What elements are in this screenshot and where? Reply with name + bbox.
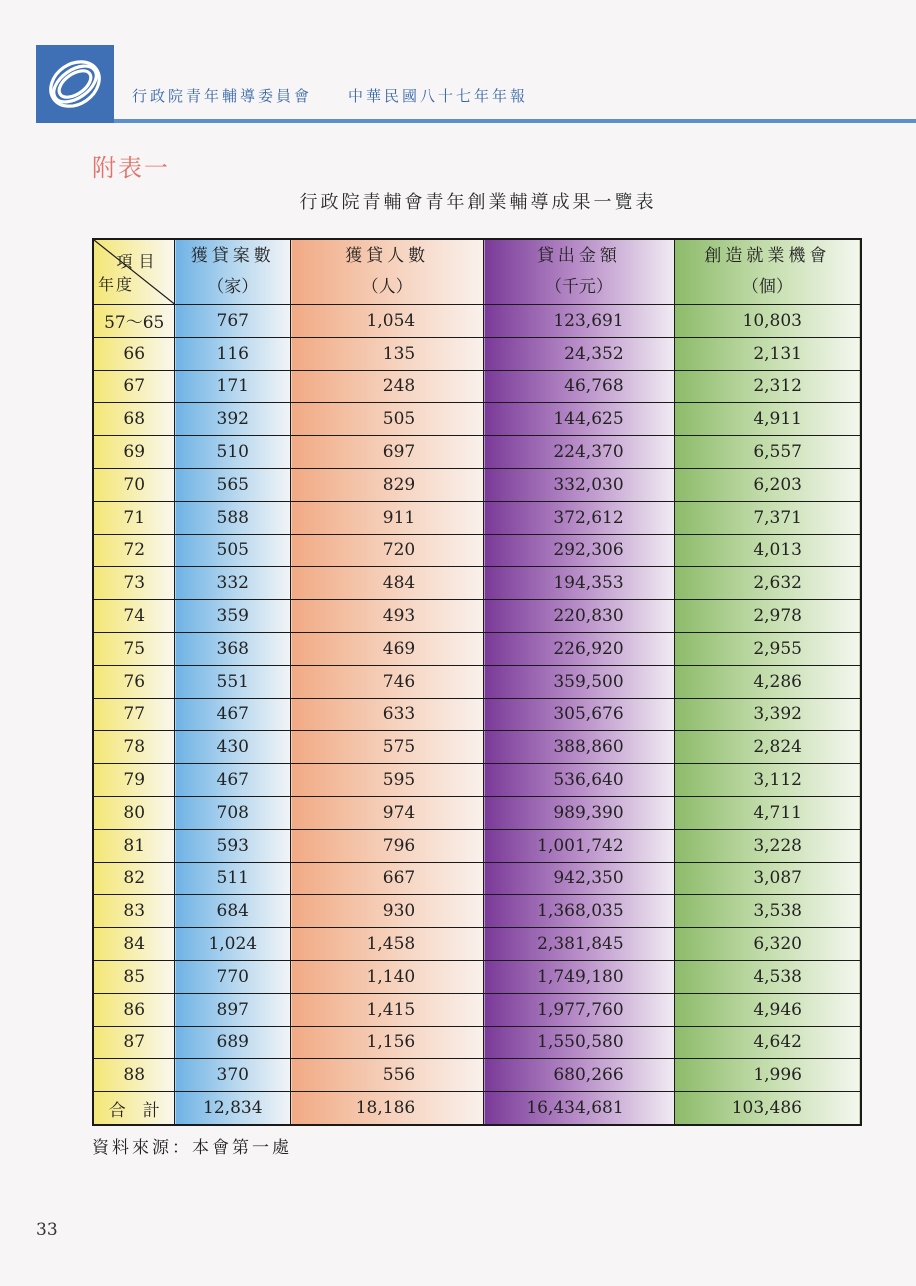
jobs-cell: 2,632 <box>674 567 861 600</box>
table-row <box>93 698 861 731</box>
column-unit: （個） <box>741 277 793 297</box>
cases-cell: 370 <box>175 1059 291 1092</box>
results-table <box>92 238 862 1126</box>
jobs-cell: 4,642 <box>674 1026 861 1059</box>
people-cell: 829 <box>291 468 484 501</box>
amount-cell: 292,306 <box>484 534 674 567</box>
cases-cell: 588 <box>175 501 291 534</box>
page-number: 33 <box>36 1220 58 1240</box>
column-label: 創造就業機會 <box>704 246 831 266</box>
page-header <box>36 45 916 123</box>
column-header-jobs <box>674 239 861 305</box>
year-cell: 72 <box>93 534 175 567</box>
table-row <box>93 468 861 501</box>
table-row <box>93 501 861 534</box>
people-cell: 1,415 <box>291 993 484 1026</box>
table-row <box>93 993 861 1026</box>
jobs-cell: 7,371 <box>674 501 861 534</box>
column-header-cases <box>175 239 291 305</box>
table-row <box>93 764 861 797</box>
table-row <box>93 403 861 436</box>
people-cell: 633 <box>291 698 484 731</box>
column-label: 獲貸人數 <box>345 246 430 266</box>
jobs-cell: 2,978 <box>674 600 861 633</box>
cases-cell: 510 <box>175 436 291 469</box>
cases-cell: 171 <box>175 370 291 403</box>
cases-cell: 332 <box>175 567 291 600</box>
org-title: 行政院青年輔導委員會 <box>132 87 313 105</box>
jobs-cell: 1,996 <box>674 1059 861 1092</box>
table-row <box>93 534 861 567</box>
column-label: 貸出金額 <box>536 246 621 266</box>
table-row <box>93 796 861 829</box>
table-row <box>93 436 861 469</box>
corner-item-label: 項目 <box>116 252 161 271</box>
year-cell: 87 <box>93 1026 175 1059</box>
column-header-amount <box>484 239 674 305</box>
people-cell: 720 <box>291 534 484 567</box>
jobs-cell: 3,392 <box>674 698 861 731</box>
cases-cell: 511 <box>175 862 291 895</box>
amount-cell: 1,550,580 <box>484 1026 674 1059</box>
jobs-cell: 10,803 <box>674 305 861 338</box>
amount-cell: 224,370 <box>484 436 674 469</box>
people-cell: 974 <box>291 796 484 829</box>
year-cell: 66 <box>93 337 175 370</box>
people-cell: 911 <box>291 501 484 534</box>
jobs-cell: 6,557 <box>674 436 861 469</box>
cases-cell: 12,834 <box>175 1092 291 1125</box>
table-row <box>93 1059 861 1092</box>
cases-cell: 767 <box>175 305 291 338</box>
jobs-cell: 2,955 <box>674 632 861 665</box>
people-cell: 505 <box>291 403 484 436</box>
table-row <box>93 337 861 370</box>
jobs-cell: 4,286 <box>674 665 861 698</box>
year-cell: 79 <box>93 764 175 797</box>
year-cell: 83 <box>93 895 175 928</box>
year-cell: 86 <box>93 993 175 1026</box>
corner-header-cell <box>93 239 175 305</box>
report-title: 中華民國八十七年年報 <box>348 87 529 105</box>
jobs-cell: 4,946 <box>674 993 861 1026</box>
table-row <box>93 305 861 338</box>
cases-cell: 684 <box>175 895 291 928</box>
amount-cell: 226,920 <box>484 632 674 665</box>
amount-cell: 123,691 <box>484 305 674 338</box>
year-cell: 78 <box>93 731 175 764</box>
amount-cell: 372,612 <box>484 501 674 534</box>
amount-cell: 1,001,742 <box>484 829 674 862</box>
jobs-cell: 4,911 <box>674 403 861 436</box>
column-header-people <box>291 239 484 305</box>
table-row <box>93 370 861 403</box>
cases-cell: 770 <box>175 960 291 993</box>
amount-cell: 332,030 <box>484 468 674 501</box>
amount-cell: 1,749,180 <box>484 960 674 993</box>
people-cell: 697 <box>291 436 484 469</box>
column-unit: （家） <box>207 277 259 297</box>
year-cell: 82 <box>93 862 175 895</box>
people-cell: 796 <box>291 829 484 862</box>
cases-cell: 551 <box>175 665 291 698</box>
year-cell: 70 <box>93 468 175 501</box>
appendix-label: 附表一 <box>92 154 170 182</box>
cases-cell: 359 <box>175 600 291 633</box>
jobs-cell: 103,486 <box>674 1092 861 1125</box>
people-cell: 1,054 <box>291 305 484 338</box>
cases-cell: 689 <box>175 1026 291 1059</box>
amount-cell: 680,266 <box>484 1059 674 1092</box>
amount-cell: 536,640 <box>484 764 674 797</box>
table-title: 行政院青輔會青年創業輔導成果一覽表 <box>299 192 657 213</box>
people-cell: 1,140 <box>291 960 484 993</box>
year-cell: 74 <box>93 600 175 633</box>
table-header-row <box>93 239 861 305</box>
amount-cell: 989,390 <box>484 796 674 829</box>
table-body <box>93 305 861 1126</box>
year-cell: 合 計 <box>93 1092 175 1125</box>
amount-cell: 46,768 <box>484 370 674 403</box>
jobs-cell: 4,013 <box>674 534 861 567</box>
jobs-cell: 2,312 <box>674 370 861 403</box>
year-cell: 77 <box>93 698 175 731</box>
year-cell: 67 <box>93 370 175 403</box>
header-rule <box>114 119 916 123</box>
table-row <box>93 731 861 764</box>
amount-cell: 2,381,845 <box>484 928 674 961</box>
jobs-cell: 2,131 <box>674 337 861 370</box>
jobs-cell: 6,320 <box>674 928 861 961</box>
year-cell: 88 <box>93 1059 175 1092</box>
cases-cell: 565 <box>175 468 291 501</box>
column-label: 獲貸案數 <box>190 246 275 266</box>
rings-logo-icon <box>36 45 114 123</box>
cases-cell: 467 <box>175 764 291 797</box>
year-cell: 57～65 <box>93 305 175 338</box>
cases-cell: 467 <box>175 698 291 731</box>
cases-cell: 368 <box>175 632 291 665</box>
table-row <box>93 928 861 961</box>
year-cell: 73 <box>93 567 175 600</box>
people-cell: 484 <box>291 567 484 600</box>
cases-cell: 392 <box>175 403 291 436</box>
amount-cell: 359,500 <box>484 665 674 698</box>
amount-cell: 1,977,760 <box>484 993 674 1026</box>
jobs-cell: 3,538 <box>674 895 861 928</box>
year-cell: 68 <box>93 403 175 436</box>
jobs-cell: 3,228 <box>674 829 861 862</box>
year-cell: 75 <box>93 632 175 665</box>
people-cell: 1,458 <box>291 928 484 961</box>
year-cell: 71 <box>93 501 175 534</box>
amount-cell: 16,434,681 <box>484 1092 674 1125</box>
people-cell: 556 <box>291 1059 484 1092</box>
amount-cell: 194,353 <box>484 567 674 600</box>
people-cell: 746 <box>291 665 484 698</box>
table-row <box>93 600 861 633</box>
people-cell: 667 <box>291 862 484 895</box>
year-cell: 76 <box>93 665 175 698</box>
table-row <box>93 1026 861 1059</box>
table-row <box>93 829 861 862</box>
jobs-cell: 3,112 <box>674 764 861 797</box>
corner-year-label: 年度 <box>98 275 135 294</box>
jobs-cell: 2,824 <box>674 731 861 764</box>
year-cell: 69 <box>93 436 175 469</box>
jobs-cell: 6,203 <box>674 468 861 501</box>
amount-cell: 388,860 <box>484 731 674 764</box>
table-row <box>93 862 861 895</box>
cases-cell: 593 <box>175 829 291 862</box>
people-cell: 595 <box>291 764 484 797</box>
people-cell: 469 <box>291 632 484 665</box>
table-row <box>93 567 861 600</box>
cases-cell: 116 <box>175 337 291 370</box>
total-row <box>93 1092 861 1125</box>
people-cell: 493 <box>291 600 484 633</box>
amount-cell: 1,368,035 <box>484 895 674 928</box>
table-row <box>93 895 861 928</box>
year-cell: 80 <box>93 796 175 829</box>
jobs-cell: 4,711 <box>674 796 861 829</box>
cases-cell: 897 <box>175 993 291 1026</box>
table-row <box>93 665 861 698</box>
amount-cell: 220,830 <box>484 600 674 633</box>
cases-cell: 505 <box>175 534 291 567</box>
cases-cell: 430 <box>175 731 291 764</box>
table-row <box>93 632 861 665</box>
amount-cell: 144,625 <box>484 403 674 436</box>
table-row <box>93 960 861 993</box>
column-unit: （人） <box>361 277 413 297</box>
amount-cell: 305,676 <box>484 698 674 731</box>
people-cell: 1,156 <box>291 1026 484 1059</box>
amount-cell: 24,352 <box>484 337 674 370</box>
people-cell: 575 <box>291 731 484 764</box>
jobs-cell: 4,538 <box>674 960 861 993</box>
people-cell: 930 <box>291 895 484 928</box>
year-cell: 85 <box>93 960 175 993</box>
year-cell: 84 <box>93 928 175 961</box>
people-cell: 18,186 <box>291 1092 484 1125</box>
amount-cell: 942,350 <box>484 862 674 895</box>
year-cell: 81 <box>93 829 175 862</box>
cases-cell: 708 <box>175 796 291 829</box>
cases-cell: 1,024 <box>175 928 291 961</box>
source-note: 資料來源：本會第一處 <box>92 1138 292 1158</box>
people-cell: 135 <box>291 337 484 370</box>
column-unit: （千元） <box>544 277 613 297</box>
people-cell: 248 <box>291 370 484 403</box>
jobs-cell: 3,087 <box>674 862 861 895</box>
